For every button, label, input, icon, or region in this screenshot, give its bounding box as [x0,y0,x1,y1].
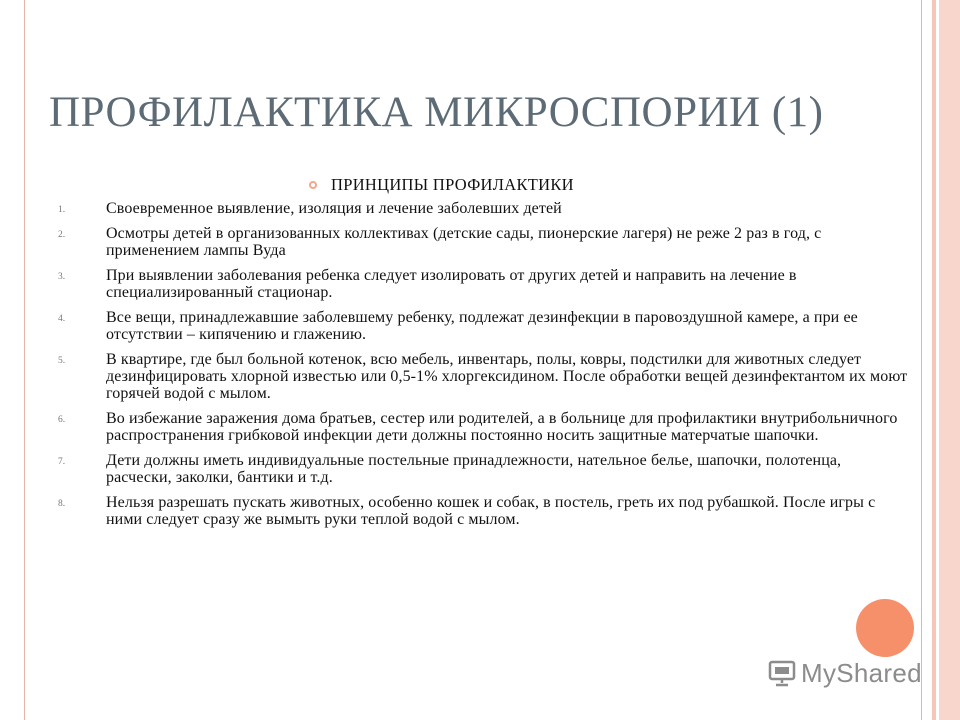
list-item [58,225,908,259]
list-item-text: Осмотры детей в организованных коллективах (детские сады, пионерские лагеря) не реже 2 раз в год, с применением лампы Вуда [106,225,822,259]
list-item-text: Во избежание заражения дома братьев, сестер или родителей, а в больнице для профилактики внутрибольничного распространения грибковой инфекции дети должны постоянно носить защитные матерчатые шапочки. [106,410,898,444]
list-item [58,351,908,402]
list-item [58,494,908,528]
list-item-text: Все вещи, принадлежавшие заболевшему ребенку, подлежат дезинфекции в паровоздушной камере, а при ее отсутствии – кипячению и глажению. [106,309,858,343]
principles-list [58,200,908,536]
list-item [58,267,908,301]
slide-edge-strip [930,0,960,720]
list-item-number: 7. [58,457,66,467]
watermark-logo [767,656,922,690]
subtitle-row [309,173,574,197]
list-item-number: 2. [58,230,66,240]
slide-subtitle: ПРИНЦИПЫ ПРОФИЛАКТИКИ [331,175,574,194]
list-item [58,309,908,343]
list-item-number: 3. [58,272,66,282]
list-item [58,410,908,444]
list-item-number: 8. [58,499,66,509]
list-item-text: При выявлении заболевания ребенка следует изолировать от других детей и направить на лечение в специализированный стационар. [106,267,797,301]
list-item-text: Дети должны иметь индивидуальные постельные принадлежности, нательное белье, шапочки, полотенца, расчески, заколки, бантики и т.д. [106,452,842,486]
list-item-number: 4. [58,314,66,324]
list-item-text: Нельзя разрешать пускать животных, особенно кошек и собак, в постель, греть их под рубашкой. После игры с ними следует сразу же вымыть руки теплой водой с мылом. [106,494,876,528]
list-item-text: Своевременное выявление, изоляция и лечение заболевших детей [106,200,562,217]
list-item-number: 5. [58,356,66,366]
slide-title: ПРОФИЛАКТИКА МИКРОСПОРИИ (1) [49,89,824,136]
presentation-board-icon [767,658,797,688]
list-item [58,452,908,486]
watermark-text: MyShared [801,657,922,688]
list-item-text: В квартире, где был больной котенок, всю мебель, инвентарь, полы, ковры, подстилки для животных следует дезинфицировать хлорной известью или 0,5-1% хлоргексидином. После обработки вещей дезинфектантом их моют горячей водой с мылом. [106,351,908,402]
circle-bullet-icon [309,181,317,189]
list-item [58,200,908,217]
decorative-circle [856,599,914,657]
list-item-number: 6. [58,415,66,425]
list-item-number: 1. [58,205,66,215]
